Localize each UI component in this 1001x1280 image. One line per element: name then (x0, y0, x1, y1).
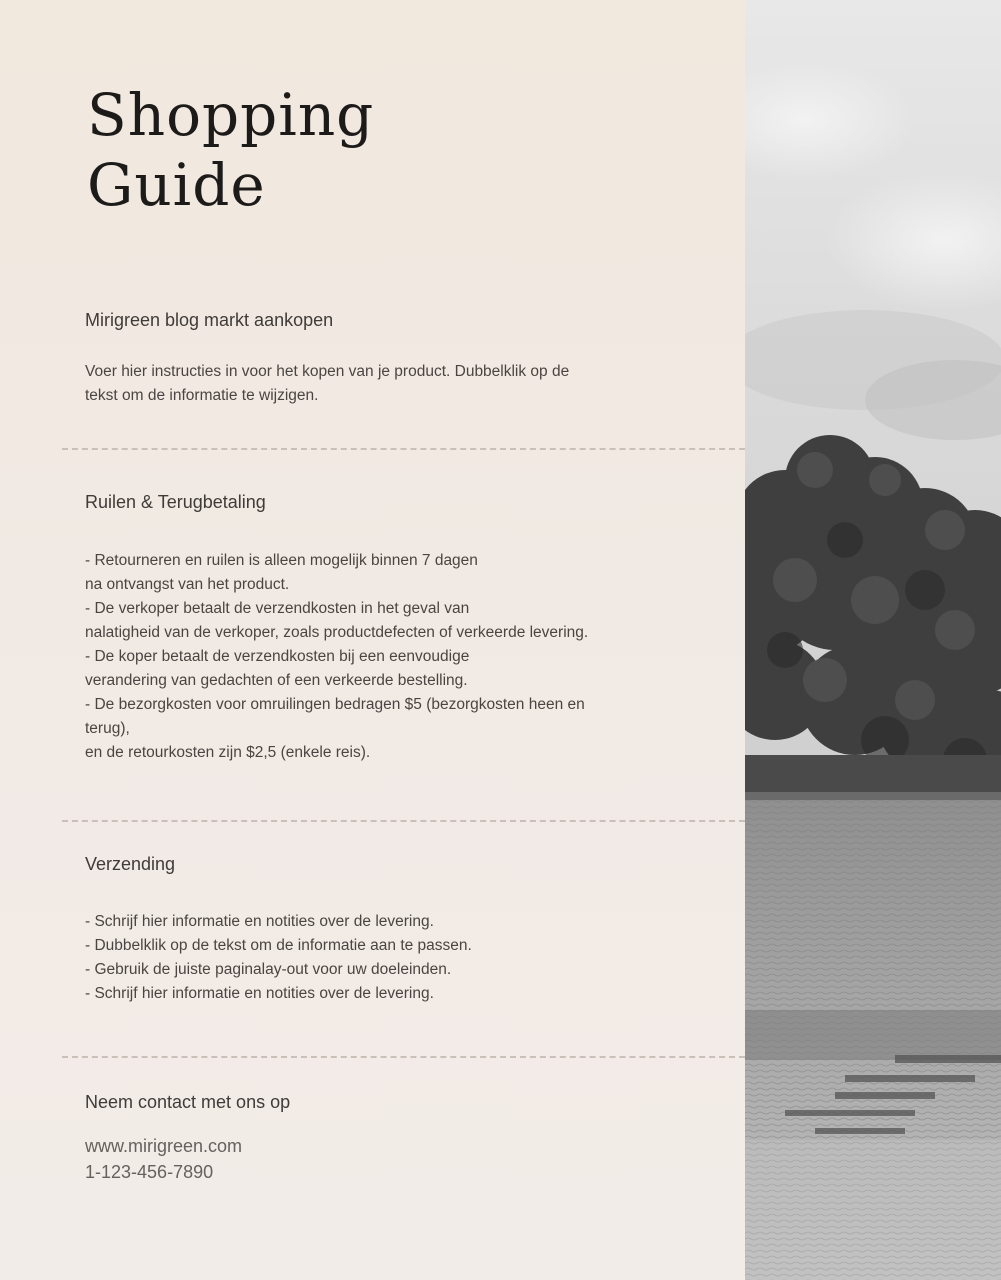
website-link[interactable]: www.mirigreen.com (85, 1136, 243, 1156)
purchase-line: tekst om de informatie te wijzigen. (85, 387, 319, 404)
contact-details (85, 1133, 242, 1185)
shipping-line: - Schrijf hier informatie en notities over de levering. (85, 985, 434, 1002)
contact-heading: Neem contact met ons op (85, 1092, 291, 1112)
section-divider (62, 448, 745, 450)
returns-line: - De verkoper betaalt de verzendkosten in het geval van (85, 600, 470, 617)
title-line-1: Shopping (87, 81, 375, 149)
purchase-body (85, 360, 660, 408)
shipping-line: - Dubbelklik op de tekst om de informatie aan te passen. (85, 937, 472, 954)
page-title (87, 80, 374, 220)
shipping-body (85, 910, 660, 1006)
returns-line: verandering van gedachten of een verkeerde bestelling. (85, 672, 468, 689)
purchase-heading: Mirigreen blog markt aankopen (85, 310, 334, 330)
returns-line: - De bezorgkosten voor omruilingen bedragen $5 (bezorgkosten heen en (85, 696, 585, 713)
returns-line: en de retourkosten zijn $2,5 (enkele reis). (85, 744, 371, 761)
returns-line: na ontvangst van het product. (85, 576, 290, 593)
phone-number: 1-123-456-7890 (85, 1162, 214, 1182)
purchase-line: Voer hier instructies in voor het kopen van je product. Dubbelklik op de (85, 363, 570, 380)
returns-line: terug), (85, 720, 130, 737)
returns-line: - Retourneren en ruilen is alleen mogelijk binnen 7 dagen (85, 552, 478, 569)
shipping-line: - Gebruik de juiste paginalay-out voor uw doeleinden. (85, 961, 452, 978)
landscape-photo (745, 0, 1001, 1280)
shipping-heading: Verzending (85, 854, 176, 874)
returns-body (85, 549, 660, 765)
shipping-line: - Schrijf hier informatie en notities over de levering. (85, 913, 434, 930)
returns-line: nalatigheid van de verkoper, zoals productdefecten of verkeerde levering. (85, 624, 589, 641)
returns-heading: Ruilen & Terugbetaling (85, 492, 266, 512)
section-divider (62, 820, 745, 822)
title-line-2: Guide (87, 151, 266, 219)
section-divider (62, 1056, 745, 1058)
returns-line: - De koper betaalt de verzendkosten bij een eenvoudige (85, 648, 470, 665)
